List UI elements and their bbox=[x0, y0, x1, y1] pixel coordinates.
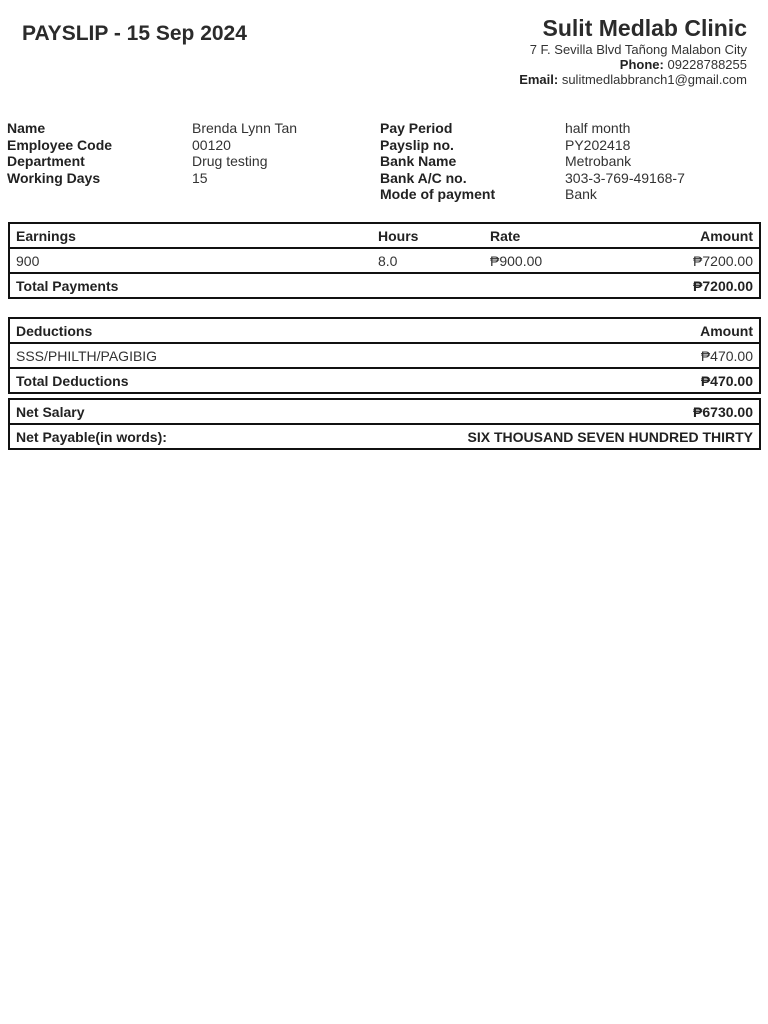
deduction-item: SSS/PHILTH/PAGIBIG bbox=[9, 343, 535, 368]
payslip-no-value: PY202418 bbox=[565, 136, 631, 153]
bank-name-label: Bank Name bbox=[380, 153, 457, 169]
company-phone bbox=[519, 57, 747, 72]
net-salary-label: Net Salary bbox=[9, 399, 275, 424]
name-label: Name bbox=[7, 120, 46, 136]
working-days-label: Working Days bbox=[7, 169, 101, 186]
employee-code-label: Employee Code bbox=[7, 136, 113, 153]
deduction-amount: ₱470.00 bbox=[535, 343, 760, 368]
pay-period-value: half month bbox=[565, 120, 631, 136]
email-value: sulitmedlabbranch1@gmail.com bbox=[561, 72, 747, 87]
hours-header: Hours bbox=[372, 223, 484, 248]
name-value: Brenda Lynn Tan bbox=[192, 120, 298, 136]
employee-labels bbox=[7, 120, 112, 186]
total-deductions-label: Total Deductions bbox=[9, 368, 535, 393]
company-name: Sulit Medlab Clinic bbox=[542, 15, 747, 41]
deductions-table bbox=[8, 317, 761, 394]
phone-label: Phone: bbox=[619, 57, 664, 72]
total-deductions-row bbox=[9, 368, 760, 393]
company-block bbox=[519, 14, 747, 87]
net-salary-row bbox=[9, 399, 760, 424]
department-value: Drug testing bbox=[192, 153, 268, 169]
earning-hours: 8.0 bbox=[372, 248, 484, 273]
payslip-title: PAYSLIP - 15 Sep 2024 bbox=[22, 22, 247, 45]
total-payments-label: Total Payments bbox=[9, 273, 484, 298]
deductions-header-row bbox=[9, 318, 760, 343]
net-payable-words-row bbox=[9, 424, 760, 449]
pay-period-label: Pay Period bbox=[380, 120, 453, 136]
net-salary-value: ₱6730.00 bbox=[275, 399, 760, 424]
department-label: Department bbox=[7, 153, 85, 169]
bank-name-value: Metrobank bbox=[565, 153, 632, 169]
table-row bbox=[9, 248, 760, 273]
employee-values bbox=[192, 120, 297, 186]
bank-ac-value: 303-3-769-49168-7 bbox=[565, 169, 685, 186]
total-payments-row bbox=[9, 273, 760, 298]
mode-of-payment-label: Mode of payment bbox=[380, 186, 496, 202]
earning-item: 900 bbox=[9, 248, 372, 273]
email-label: Email: bbox=[519, 72, 559, 87]
mode-of-payment-value: Bank bbox=[565, 186, 597, 202]
working-days-value: 15 bbox=[192, 169, 208, 186]
deductions-amount-header: Amount bbox=[535, 318, 760, 343]
total-payments-value: ₱7200.00 bbox=[484, 273, 760, 298]
phone-value: 09228788255 bbox=[667, 57, 747, 72]
earning-rate: ₱900.00 bbox=[484, 248, 606, 273]
net-payable-words-label: Net Payable(in words): bbox=[9, 424, 275, 449]
earnings-header: Earnings bbox=[9, 223, 372, 248]
deductions-header: Deductions bbox=[9, 318, 535, 343]
bank-ac-label: Bank A/C no. bbox=[380, 169, 467, 186]
earnings-table bbox=[8, 222, 761, 299]
payslip-no-label: Payslip no. bbox=[380, 136, 454, 153]
company-address: 7 F. Sevilla Blvd Tañong Malabon City bbox=[529, 42, 747, 57]
net-salary-table bbox=[8, 398, 761, 450]
pay-labels bbox=[380, 120, 495, 203]
employee-code-value: 00120 bbox=[192, 136, 231, 153]
earnings-header-row bbox=[9, 223, 760, 248]
net-payable-words-value: SIX THOUSAND SEVEN HUNDRED THIRTY bbox=[275, 424, 760, 449]
total-deductions-value: ₱470.00 bbox=[535, 368, 760, 393]
amount-header: Amount bbox=[606, 223, 760, 248]
rate-header: Rate bbox=[484, 223, 606, 248]
company-email bbox=[519, 72, 747, 87]
earning-amount: ₱7200.00 bbox=[606, 248, 760, 273]
table-row bbox=[9, 343, 760, 368]
pay-values bbox=[565, 120, 685, 203]
